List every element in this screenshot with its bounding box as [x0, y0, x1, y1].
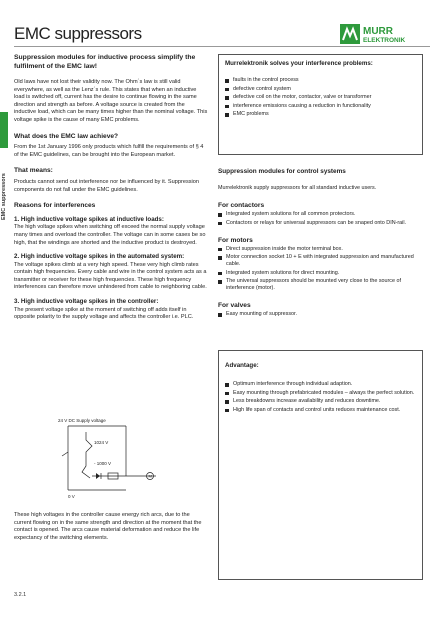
- voltage-plus-label: 1024 V: [94, 440, 109, 445]
- advantage-box: [218, 350, 423, 580]
- solutions-title: Murrelektronik solves your interference problems:: [225, 60, 373, 67]
- headline: Suppression modules for inductive process simplify the fulfilment of the EMC law!: [14, 54, 196, 70]
- valves-list: [218, 311, 423, 318]
- page-title: EMC suppressors: [14, 24, 142, 43]
- solutions-list: [225, 77, 416, 118]
- right-column: [218, 168, 423, 320]
- list-item: faults in the control process: [225, 77, 416, 84]
- list-item: defective control system: [225, 86, 416, 93]
- section-marker: [0, 112, 8, 148]
- intro-text: Old laws have not lost their validity now. The Ohm´s law is still valid everywhere, as well as the Lenz´s rule. This states that when an inductive load is switched off, current has the desire to continue flowing in the same direction and strength as before. A voltage source is created from the inductive load, which can be many times higher than the nominal voltage. This voltage spike is the cause of many EMC problems.: [14, 79, 208, 123]
- advantage-title: Advantage:: [225, 362, 259, 369]
- reason-3-title: 3. High inductive voltage spikes in the controller:: [14, 298, 159, 306]
- reason-1-text: The high voltage spikes when switching off exceed the normal supply voltage many times and overload the controller. The voltage can in some cases be so high, that the windings are shorted and the inductive product is destroyed.: [14, 224, 206, 246]
- svg-text:M: M: [148, 473, 152, 479]
- list-item: Easy mounting of suppressor.: [218, 311, 423, 318]
- voltage-zero-label: 0 V: [68, 494, 75, 499]
- heading-means: That means:: [14, 167, 53, 175]
- emc-law-text: From the 1st January 1996 only products which fulfill the requirements of § 4 of the EMC guidelines, can be brought into the European market.: [14, 144, 204, 158]
- means-text: Products cannot send out interference nor be influenced by it. Suppression components do not fall under the EMC guidelines.: [14, 178, 200, 193]
- murr-elektronik-logo: [340, 24, 430, 44]
- page-number: 3.2.1: [14, 592, 27, 598]
- list-item: EMC problems: [225, 111, 416, 118]
- control-systems-heading: Suppression modules for control systems: [218, 168, 346, 175]
- motors-list: [218, 246, 423, 293]
- list-item: Integrated system solutions for all common protectors.: [218, 211, 423, 218]
- motors-heading: For motors: [218, 236, 253, 244]
- advantage-list: [225, 381, 416, 414]
- closing-text: These high voltages in the controller cause energy rich arcs, due to the current flowing on in the same strength and direction at the moment that the contact is opened. The arcs cause material deformation and reduce the life expectancy of the switching elements.: [14, 512, 202, 541]
- valves-heading: For valves: [218, 302, 251, 309]
- list-item: Less breakdowns increase availability and reduces downtime.: [225, 398, 416, 405]
- list-item: Direct suppression inside the motor terminal box.: [218, 246, 423, 253]
- svg-text:MURR: MURR: [363, 26, 393, 37]
- list-item: Motor connection socket 10 + E with integrated suppression and manufactured cable.: [218, 254, 423, 268]
- circuit-diagram: [56, 416, 166, 500]
- header-rule: [14, 46, 430, 47]
- heading-emc-law: What does the EMC law achieve?: [14, 132, 119, 140]
- list-item: The universal suppressors should be mounted very close to the source of interference (motor).: [218, 278, 423, 292]
- reason-3-text: The present voltage spike at the moment of switching off adds itself in opposite polarity to the supply voltage and affects the controller i.e. PLC.: [14, 306, 194, 321]
- list-item: Optimum interference through individual adaption.: [225, 381, 416, 388]
- side-tab: EMC suppressors: [1, 173, 7, 220]
- reason-2-text: The voltage spikes climb at a very high speed. These very high climb rates contain high frequencies. Every cable and wire in the control system acts as a transmitter or receiver for these high frequencies. These high frequency interferences can therefore move unhindered from cable to neighboring cable.: [14, 261, 207, 291]
- list-item: Easy mounting through prefabricated modules – always the perfect solution.: [225, 390, 416, 397]
- list-item: High life span of contacts and control units reduces maintenance cost.: [225, 407, 416, 414]
- list-item: Integrated system solutions for direct mounting.: [218, 270, 423, 277]
- voltage-minus-label: - 1000 V: [94, 461, 112, 466]
- supply-label: 24 V DC Supply voltage: [58, 418, 106, 423]
- control-systems-intro: Murrelektronik supply suppressors for all standard inductive users.: [218, 185, 377, 191]
- reason-1-title: 1. High inductive voltage spikes at inductive loads:: [14, 215, 164, 223]
- contactors-heading: For contactors: [218, 202, 265, 209]
- list-item: defective coil on the motor, contactor, valve or transformer: [225, 94, 416, 101]
- svg-text:ELEKTRONIK: ELEKTRONIK: [363, 37, 406, 44]
- list-item: Contactors or relays for universal suppressors can be snaped onto DIN-rail.: [218, 220, 423, 227]
- heading-reasons: Reasons for interferences: [14, 202, 96, 210]
- left-column: [14, 54, 208, 328]
- reason-2-title: 2. High inductive voltage spikes in the automated system:: [14, 253, 185, 261]
- solutions-box: [218, 54, 423, 155]
- contactors-list: [218, 211, 423, 227]
- list-item: interference emissions causing a reduction in functionality: [225, 103, 416, 110]
